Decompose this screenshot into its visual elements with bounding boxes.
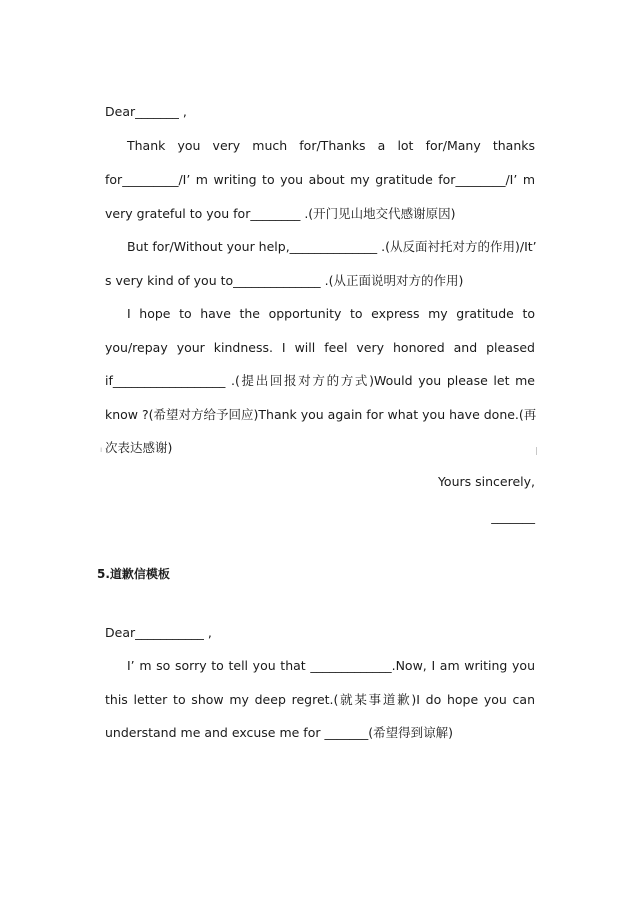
letter1-line: 次表达感谢) <box>105 440 173 455</box>
letter2-salutation: Dear___________ , <box>105 625 212 640</box>
letter1-line: s very kind of you to______________ .(从正面说明对方的作用) <box>105 273 464 288</box>
letter1-line: Thank you very much for/Thanks a lot for/Many thanks <box>127 138 535 153</box>
margin-mark <box>536 447 537 455</box>
letter1-line: very grateful to you for________ .(开门见山地交代感谢原因) <box>105 206 456 221</box>
letter1-line: you/repay your kindness. I will feel very honored and pleased <box>105 340 535 355</box>
margin-mark: ı <box>100 445 103 454</box>
letter2-line: I’ m so sorry to tell you that _____________.Now, I am writing you <box>127 658 535 673</box>
letter1-line: I hope to have the opportunity to express my gratitude to <box>127 306 535 321</box>
letter1-salutation: Dear_______ , <box>105 104 187 119</box>
letter1-line: for_________/I’ m writing to you about my gratitude for________/I’ m <box>105 172 535 187</box>
letter1-line: But for/Without your help,______________ .(从反面衬托对方的作用)/It’ <box>127 239 537 254</box>
letter1-signature: _______ <box>491 509 535 524</box>
letter2-line: understand me and excuse me for _______(希望得到谅解) <box>105 725 453 740</box>
letter1-line: if__________________ .(提出回报对方的方式)Would you please let me <box>105 373 535 388</box>
section-heading: 5.道歉信模板 <box>97 567 170 581</box>
letter2-line: this letter to show my deep regret.(就某事道歉)I do hope you can <box>105 692 535 707</box>
letter1-line: know ?(希望对方给予回应)Thank you again for what you have done.(再 <box>105 407 537 422</box>
letter1-closing: Yours sincerely, <box>437 474 535 489</box>
